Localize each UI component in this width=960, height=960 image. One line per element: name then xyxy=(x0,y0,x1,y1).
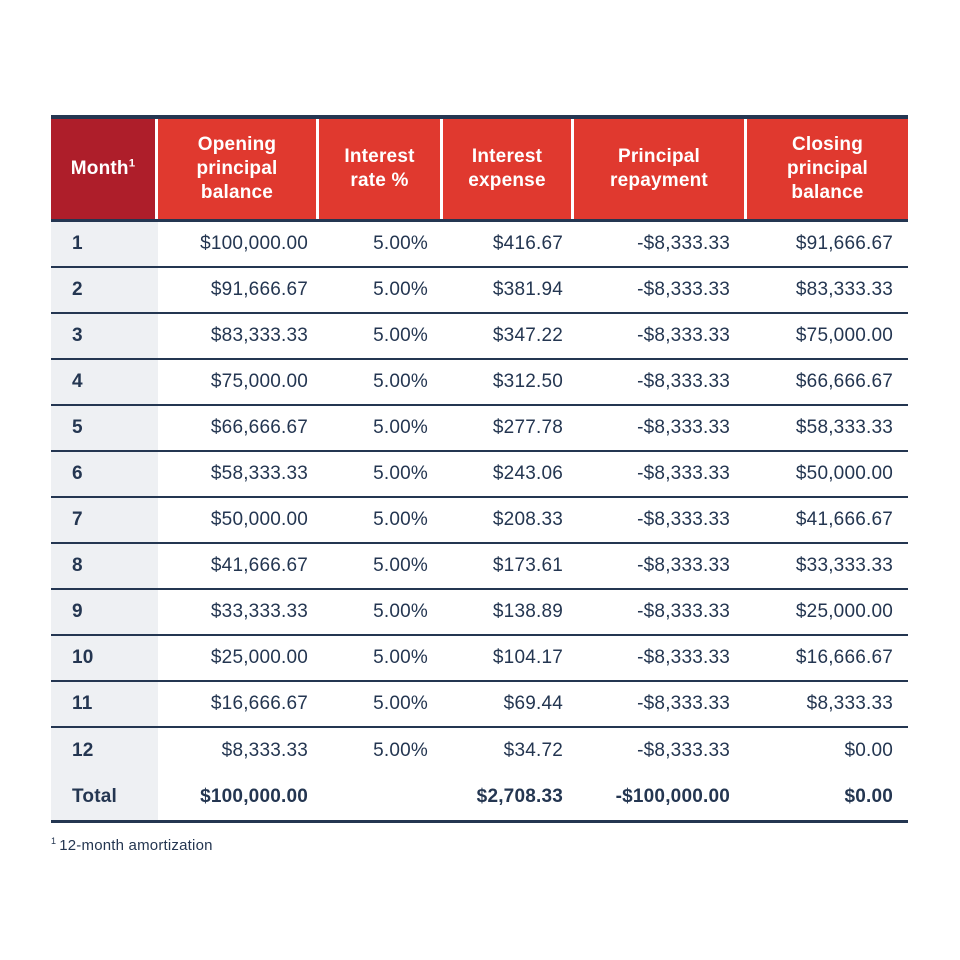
cell-interest-expense: $277.78 xyxy=(492,417,563,438)
header-cell-interest-expense: Interest expense xyxy=(443,119,574,219)
cell-closing-balance: $50,000.00 xyxy=(795,463,893,484)
cell-interest-rate: 5.00% xyxy=(373,740,428,761)
cell-interest-rate: 5.00% xyxy=(373,555,428,576)
cell-principal-repayment: -$8,333.33 xyxy=(637,371,730,392)
table xyxy=(51,115,908,823)
cell-opening-balance: $50,000.00 xyxy=(210,509,308,530)
header-cell-interest-rate: Interest rate % xyxy=(319,119,443,219)
cell-interest-expense: $312.50 xyxy=(492,371,563,392)
cell-interest-rate: 5.00% xyxy=(373,279,428,300)
table-row xyxy=(51,360,908,406)
cell-principal-repayment: -$8,333.33 xyxy=(637,555,730,576)
cell-opening-balance: $33,333.33 xyxy=(210,601,308,622)
cell-interest-expense: $104.17 xyxy=(492,647,563,668)
cell-interest-expense: $347.22 xyxy=(492,325,563,346)
cell-interest-expense: $173.61 xyxy=(492,555,563,576)
cell-interest-expense: $208.33 xyxy=(492,509,563,530)
cell-opening-balance: $16,666.67 xyxy=(210,693,308,714)
cell-closing-balance: $41,666.67 xyxy=(795,509,893,530)
table-header xyxy=(51,119,908,222)
cell-interest-expense: $381.94 xyxy=(492,279,563,300)
footnote-text: 12-month amortization xyxy=(59,837,213,854)
cell-opening-balance: $66,666.67 xyxy=(210,417,308,438)
cell-closing-balance: $75,000.00 xyxy=(795,325,893,346)
cell-closing-balance: $25,000.00 xyxy=(795,601,893,622)
table-body xyxy=(51,222,908,774)
cell-month: 11 xyxy=(51,682,158,726)
header-cell-month xyxy=(51,119,158,219)
cell-closing-balance: $0.00 xyxy=(844,740,893,761)
cell-month: 2 xyxy=(51,268,158,312)
footnote-marker: 1 xyxy=(128,157,136,170)
total-interest-rate xyxy=(319,774,443,820)
total-closing-balance: $0.00 xyxy=(844,786,893,807)
total-principal-repayment: -$100,000.00 xyxy=(615,786,730,807)
cell-month: 3 xyxy=(51,314,158,358)
cell-month: 6 xyxy=(51,452,158,496)
cell-interest-expense: $243.06 xyxy=(492,463,563,484)
table-total-row xyxy=(51,774,908,820)
cell-interest-rate: 5.00% xyxy=(373,693,428,714)
cell-interest-rate: 5.00% xyxy=(373,509,428,530)
cell-month: 4 xyxy=(51,360,158,404)
cell-principal-repayment: -$8,333.33 xyxy=(637,417,730,438)
table-row xyxy=(51,498,908,544)
footnote-marker: 1 xyxy=(51,836,57,846)
table-row xyxy=(51,544,908,590)
total-interest-expense: $2,708.33 xyxy=(476,786,563,807)
cell-month: 9 xyxy=(51,590,158,634)
cell-opening-balance: $100,000.00 xyxy=(200,233,308,254)
header-month-label: Month$^1$ xyxy=(70,157,136,180)
cell-closing-balance: $8,333.33 xyxy=(806,693,893,714)
cell-interest-rate: 5.00% xyxy=(373,647,428,668)
cell-opening-balance: $91,666.67 xyxy=(210,279,308,300)
table-row xyxy=(51,406,908,452)
header-cell-closing-balance: Closing principal balance xyxy=(787,134,868,203)
cell-closing-balance: $33,333.33 xyxy=(795,555,893,576)
cell-month: 10 xyxy=(51,636,158,680)
table-row xyxy=(51,222,908,268)
cell-principal-repayment: -$8,333.33 xyxy=(637,509,730,530)
cell-principal-repayment: -$8,333.33 xyxy=(637,740,730,761)
cell-principal-repayment: -$8,333.33 xyxy=(637,601,730,622)
cell-month: 12 xyxy=(51,728,158,774)
cell-month: 1 xyxy=(51,222,158,266)
cell-interest-rate: 5.00% xyxy=(373,463,428,484)
total-opening-balance: $100,000.00 xyxy=(200,786,308,807)
header-cell-opening-balance: Opening principal balance xyxy=(158,119,319,219)
cell-closing-balance: $66,666.67 xyxy=(795,371,893,392)
total-label: Total xyxy=(51,774,158,820)
cell-month: 7 xyxy=(51,498,158,542)
cell-opening-balance: $58,333.33 xyxy=(210,463,308,484)
cell-closing-balance: $58,333.33 xyxy=(795,417,893,438)
cell-interest-expense: $69.44 xyxy=(503,693,563,714)
table-row xyxy=(51,636,908,682)
cell-closing-balance: $83,333.33 xyxy=(795,279,893,300)
cell-principal-repayment: -$8,333.33 xyxy=(637,233,730,254)
cell-opening-balance: $83,333.33 xyxy=(210,325,308,346)
amortization-table xyxy=(51,115,908,854)
table-row xyxy=(51,728,908,774)
cell-interest-expense: $138.89 xyxy=(492,601,563,622)
cell-month: 5 xyxy=(51,406,158,450)
table-footnote xyxy=(51,837,908,854)
cell-opening-balance: $75,000.00 xyxy=(210,371,308,392)
cell-principal-repayment: -$8,333.33 xyxy=(637,325,730,346)
cell-interest-rate: 5.00% xyxy=(373,417,428,438)
table-row xyxy=(51,452,908,498)
cell-principal-repayment: -$8,333.33 xyxy=(637,693,730,714)
table-row xyxy=(51,590,908,636)
table-row xyxy=(51,682,908,728)
header-cell-principal-repayment: Principal repayment xyxy=(574,119,747,219)
cell-interest-rate: 5.00% xyxy=(373,601,428,622)
table-row xyxy=(51,268,908,314)
cell-interest-rate: 5.00% xyxy=(373,233,428,254)
cell-interest-rate: 5.00% xyxy=(373,371,428,392)
cell-opening-balance: $8,333.33 xyxy=(221,740,308,761)
cell-opening-balance: $25,000.00 xyxy=(210,647,308,668)
cell-interest-expense: $34.72 xyxy=(503,740,563,761)
cell-closing-balance: $91,666.67 xyxy=(795,233,893,254)
cell-opening-balance: $41,666.67 xyxy=(210,555,308,576)
cell-principal-repayment: -$8,333.33 xyxy=(637,279,730,300)
cell-interest-expense: $416.67 xyxy=(492,233,563,254)
cell-principal-repayment: -$8,333.33 xyxy=(637,647,730,668)
cell-month: 8 xyxy=(51,544,158,588)
cell-principal-repayment: -$8,333.33 xyxy=(637,463,730,484)
cell-closing-balance: $16,666.67 xyxy=(795,647,893,668)
table-row xyxy=(51,314,908,360)
cell-interest-rate: 5.00% xyxy=(373,325,428,346)
